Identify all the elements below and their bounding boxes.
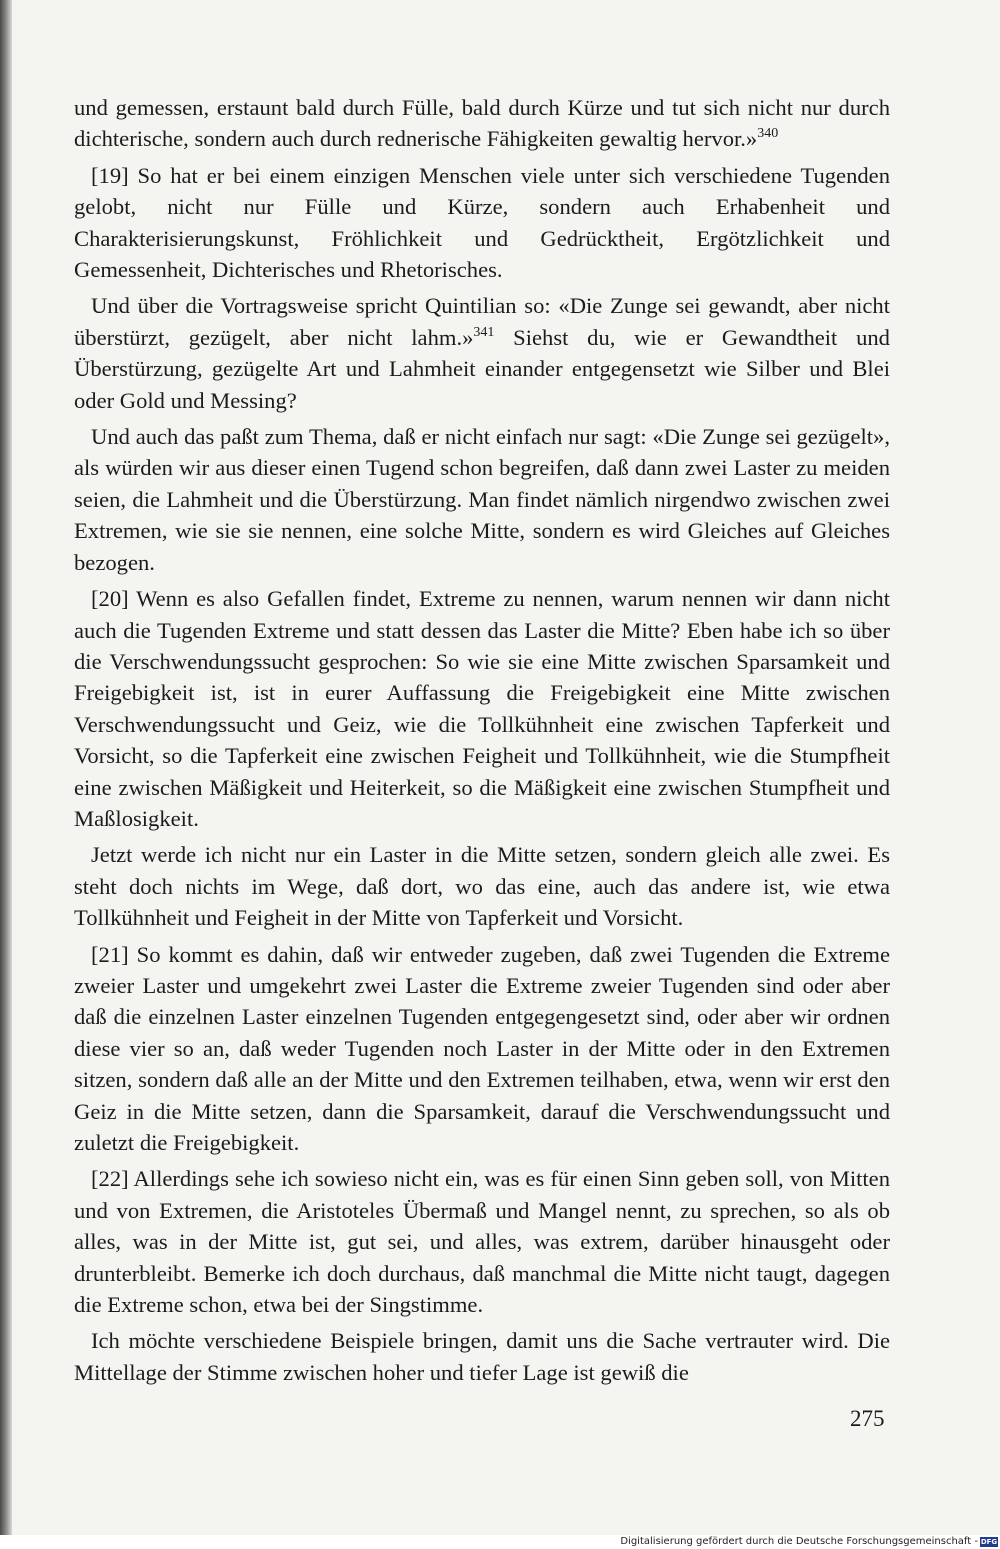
- dfg-logo: DFG: [980, 1538, 998, 1546]
- paragraph-5: [74, 583, 890, 834]
- paragraph-3-text-after: Siehst du, wie er Gewandtheit und Überstürzung, gezügelte Art und Lahmheit einander entgegensetzt wie Silber und Blei oder Gold und Messing?: [74, 324, 890, 413]
- paragraph-7-text: [21] So kommt es dahin, daß wir entweder zugeben, daß zwei Tugenden die Extreme zweier Laster und umgekehrt zwei Laster die Extreme zweier Tugenden sind oder aber daß die einzelnen Laster einzelnen Tugenden entgegengesetzt sind, oder aber wir ordnen diese vier so an, daß weder Tugenden noch Laster in der Mitte oder in den Extremen sitzen, sondern daß alle an der Mitte und den Extremen teilhaben, etwa, wenn wir erst den Geiz in die Mitte setzen, dann die Sparsamkeit, darauf die Verschwendungssucht und zuletzt die Freigebigkeit.: [74, 941, 890, 1155]
- paragraph-2: [74, 160, 890, 286]
- footnote-ref-341: 341: [473, 324, 495, 340]
- paragraph-1: [74, 92, 890, 155]
- body-text: [74, 92, 890, 1393]
- paragraph-1-text: und gemessen, erstaunt bald durch Fülle, bald durch Kürze und tut sich nicht nur durch dichterische, sondern auch durch rednerische Fähigkeiten gewaltig hervor.»: [74, 95, 890, 152]
- paragraph-3: [74, 290, 890, 416]
- paragraph-6-text: Jetzt werde ich nicht nur ein Laster in die Mitte setzen, sondern gleich alle zwei. Es steht doch nichts im Wege, daß dort, wo das eine, auch das andere ist, wie etwa Tollkühnheit und Feigheit in der Mitte von Tapferkeit und Vorsicht.: [74, 842, 890, 931]
- paragraph-5-text: [20] Wenn es also Gefallen findet, Extreme zu nennen, warum nennen wir dann nicht auch die Tugenden Extreme und statt dessen das Laster die Mitte? Eben habe ich so über die Verschwendungssucht gesprochen: So wie sie eine Mitte zwischen Sparsamkeit und Freigebigkeit ist, ist in eurer Auffassung die Freigebigkeit eine Mitte zwischen Verschwendungssucht und Geiz, wie die Tollkühnheit eine zwischen Tapferkeit und Vorsicht, so die Tapferkeit eine zwischen Feigheit und Tollkühnheit, wie die Stumpfheit eine zwischen Mäßigkeit und Heiterkeit, so die Mäßigkeit eine zwischen Stumpfheit und Maßlosigkeit.: [74, 586, 890, 831]
- digitization-credit: Digitalisierung gefördert durch die Deutsche Forschungsgemeinschaft -: [620, 1536, 978, 1547]
- paragraph-9-text: Ich möchte verschiedene Beispiele bringen, damit uns die Sache vertrauter wird. Die Mittellage der Stimme zwischen hoher und tiefer Lage ist gewiß die: [74, 1328, 890, 1385]
- paragraph-8-text: [22] Allerdings sehe ich sowieso nicht ein, was es für einen Sinn geben soll, von Mitten und von Extremen, die Aristoteles Übermaß und Mangel nennt, zu sprechen, so als ob alles, was in der Mitte ist, gut sei, und alles, was extrem, darüber hinausgeht oder drunterbleibt. Bemerke ich doch durchaus, daß manchmal die Mitte nicht taugt, dagegen die Extreme schon, etwa bei der Singstimme.: [74, 1166, 890, 1318]
- book-spine-shadow: [0, 0, 12, 1535]
- page-number: 275: [850, 1406, 885, 1431]
- paragraph-9: [74, 1325, 890, 1388]
- paragraph-7: [74, 939, 890, 1159]
- paragraph-2-text: [19] So hat er bei einem einzigen Menschen viele unter sich verschiedene Tugenden gelobt, nicht nur Fülle und Kürze, sondern auch Erhabenheit und Charakterisierungskunst, Fröhlichkeit und Gedrücktheit, Ergötzlichkeit und Gemessenheit, Dichterisches und Rhetorisches.: [74, 162, 890, 283]
- paragraph-3-text: Und über die Vortragsweise spricht Quintilian so: «Die Zunge sei gewandt, aber nicht überstürzt, gezügelt, aber nicht lahm.»: [74, 293, 890, 350]
- paragraph-4: [74, 421, 890, 578]
- footnote-ref-340: 340: [757, 126, 779, 142]
- paragraph-8: [74, 1163, 890, 1320]
- paragraph-4-text: Und auch das paßt zum Thema, daß er nicht einfach nur sagt: «Die Zunge sei gezügelt», als würden wir aus dieser einen Tugend schon begreifen, daß dann zwei Laster zu meiden seien, die Lahmheit und die Überstürzung. Man findet nämlich nirgendwo zwischen zwei Extremen, wie sie sie nennen, eine solche Mitte, sondern es wird Gleiches auf Gleiches bezogen.: [74, 424, 890, 575]
- paragraph-6: [74, 839, 890, 933]
